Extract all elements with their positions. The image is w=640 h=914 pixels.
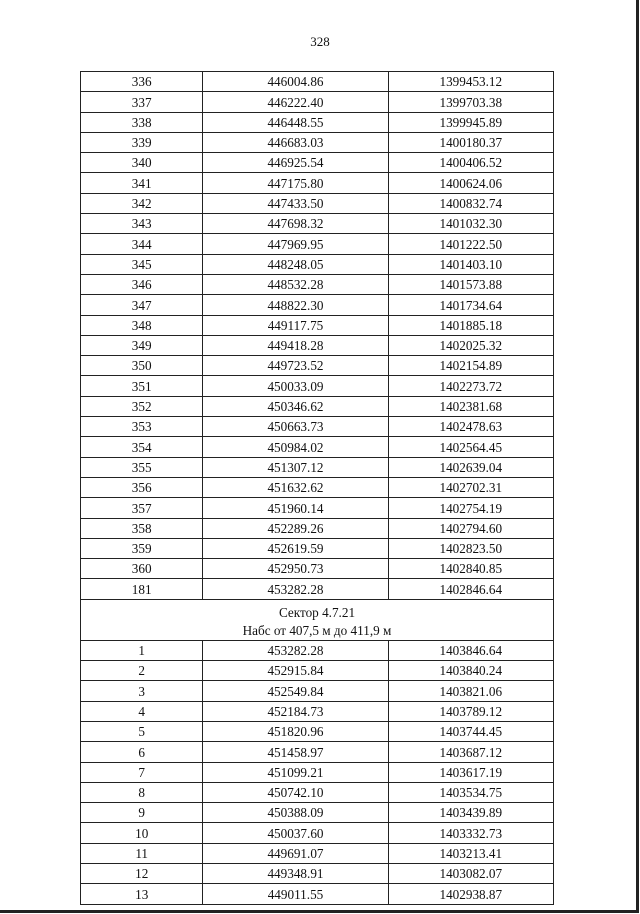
table-row [81, 72, 554, 92]
table-row [81, 173, 554, 193]
table-row [81, 356, 554, 376]
y-coordinate-cell: 1403687.12 [388, 742, 553, 762]
x-coordinate-cell: 447433.50 [203, 193, 388, 213]
point-number-cell: 339 [81, 132, 203, 152]
point-number-cell: 350 [81, 356, 203, 376]
x-coordinate-cell: 449348.91 [203, 863, 388, 883]
point-number-cell: 351 [81, 376, 203, 396]
point-number-cell: 340 [81, 153, 203, 173]
table-row [81, 274, 554, 294]
x-coordinate-cell: 449691.07 [203, 843, 388, 863]
point-number-cell: 355 [81, 457, 203, 477]
y-coordinate-cell: 1401573.88 [388, 274, 553, 294]
point-number-cell: 9 [81, 803, 203, 823]
x-coordinate-cell: 446448.55 [203, 112, 388, 132]
y-coordinate-cell: 1402478.63 [388, 417, 553, 437]
point-number-cell: 343 [81, 214, 203, 234]
x-coordinate-cell: 450346.62 [203, 396, 388, 416]
y-coordinate-cell: 1402381.68 [388, 396, 553, 416]
point-number-cell: 354 [81, 437, 203, 457]
point-number-cell: 3 [81, 681, 203, 701]
x-coordinate-cell: 452619.59 [203, 538, 388, 558]
table-row [81, 112, 554, 132]
table-row [81, 132, 554, 152]
sector-title: Сектор 4.7.21 [278, 604, 356, 620]
table-row [81, 234, 554, 254]
table-body-upper [81, 72, 554, 600]
point-number-cell: 5 [81, 721, 203, 741]
point-number-cell: 344 [81, 234, 203, 254]
y-coordinate-cell: 1403534.75 [388, 782, 553, 802]
point-number-cell: 345 [81, 254, 203, 274]
point-number-cell: 7 [81, 762, 203, 782]
table-row [81, 538, 554, 558]
y-coordinate-cell: 1399453.12 [388, 72, 553, 92]
y-coordinate-cell: 1402639.04 [388, 457, 553, 477]
x-coordinate-cell: 446683.03 [203, 132, 388, 152]
point-number-cell: 12 [81, 863, 203, 883]
table-row [81, 843, 554, 863]
y-coordinate-cell: 1402938.87 [388, 884, 553, 904]
point-number-cell: 356 [81, 477, 203, 497]
x-coordinate-cell: 451458.97 [203, 742, 388, 762]
x-coordinate-cell: 452289.26 [203, 518, 388, 538]
y-coordinate-cell: 1401734.64 [388, 295, 553, 315]
x-coordinate-cell: 449011.55 [203, 884, 388, 904]
point-number-cell: 341 [81, 173, 203, 193]
page-number: 328 [310, 34, 330, 49]
point-number-cell: 353 [81, 417, 203, 437]
x-coordinate-cell: 446222.40 [203, 92, 388, 112]
x-coordinate-cell: 447969.95 [203, 234, 388, 254]
point-number-cell: 13 [81, 884, 203, 904]
y-coordinate-cell: 1402846.64 [388, 579, 553, 599]
sector-cell [81, 599, 554, 640]
x-coordinate-cell: 448822.30 [203, 295, 388, 315]
x-coordinate-cell: 448248.05 [203, 254, 388, 274]
table-body-lower [81, 640, 554, 904]
table-row [81, 498, 554, 518]
y-coordinate-cell: 1399703.38 [388, 92, 553, 112]
y-coordinate-cell: 1401403.10 [388, 254, 553, 274]
y-coordinate-cell: 1400624.06 [388, 173, 553, 193]
y-coordinate-cell: 1403439.89 [388, 803, 553, 823]
point-number-cell: 360 [81, 559, 203, 579]
table-row [81, 762, 554, 782]
x-coordinate-cell: 452549.84 [203, 681, 388, 701]
table-row [81, 153, 554, 173]
x-coordinate-cell: 451307.12 [203, 457, 388, 477]
point-number-cell: 1 [81, 640, 203, 660]
table-row [81, 396, 554, 416]
table-row [81, 721, 554, 741]
y-coordinate-cell: 1402273.72 [388, 376, 553, 396]
x-coordinate-cell: 450742.10 [203, 782, 388, 802]
table-row [81, 803, 554, 823]
x-coordinate-cell: 451632.62 [203, 477, 388, 497]
y-coordinate-cell: 1400180.37 [388, 132, 553, 152]
y-coordinate-cell: 1403846.64 [388, 640, 553, 660]
y-coordinate-cell: 1402754.19 [388, 498, 553, 518]
table-row [81, 701, 554, 721]
x-coordinate-cell: 446925.54 [203, 153, 388, 173]
x-coordinate-cell: 453282.28 [203, 640, 388, 660]
x-coordinate-cell: 451820.96 [203, 721, 388, 741]
table-row [81, 335, 554, 355]
y-coordinate-cell: 1403082.07 [388, 863, 553, 883]
x-coordinate-cell: 450037.60 [203, 823, 388, 843]
x-coordinate-cell: 452915.84 [203, 661, 388, 681]
x-coordinate-cell: 451099.21 [203, 762, 388, 782]
x-coordinate-cell: 447698.32 [203, 214, 388, 234]
y-coordinate-cell: 1401032.30 [388, 214, 553, 234]
y-coordinate-cell: 1400406.52 [388, 153, 553, 173]
table-row [81, 518, 554, 538]
table-row [81, 193, 554, 213]
table-row [81, 884, 554, 904]
y-coordinate-cell: 1402840.85 [388, 559, 553, 579]
y-coordinate-cell: 1402025.32 [388, 335, 553, 355]
table-row [81, 457, 554, 477]
point-number-cell: 338 [81, 112, 203, 132]
y-coordinate-cell: 1402794.60 [388, 518, 553, 538]
y-coordinate-cell: 1399945.89 [388, 112, 553, 132]
table-row [81, 782, 554, 802]
point-number-cell: 346 [81, 274, 203, 294]
table-row [81, 681, 554, 701]
y-coordinate-cell: 1403821.06 [388, 681, 553, 701]
point-number-cell: 11 [81, 843, 203, 863]
y-coordinate-cell: 1403617.19 [388, 762, 553, 782]
table-row [81, 315, 554, 335]
y-coordinate-cell: 1403840.24 [388, 661, 553, 681]
y-coordinate-cell: 1400832.74 [388, 193, 553, 213]
point-number-cell: 10 [81, 823, 203, 843]
sector-subtitle: Набс от 407,5 м до 411,9 м [242, 622, 392, 638]
point-number-cell: 181 [81, 579, 203, 599]
x-coordinate-cell: 447175.80 [203, 173, 388, 193]
x-coordinate-cell: 450984.02 [203, 437, 388, 457]
x-coordinate-cell: 446004.86 [203, 72, 388, 92]
table-row [81, 376, 554, 396]
x-coordinate-cell: 449418.28 [203, 335, 388, 355]
table-row [81, 92, 554, 112]
x-coordinate-cell: 453282.28 [203, 579, 388, 599]
table-row [81, 640, 554, 660]
y-coordinate-cell: 1402564.45 [388, 437, 553, 457]
table-row [81, 579, 554, 599]
point-number-cell: 8 [81, 782, 203, 802]
point-number-cell: 2 [81, 661, 203, 681]
y-coordinate-cell: 1403744.45 [388, 721, 553, 741]
y-coordinate-cell: 1403213.41 [388, 843, 553, 863]
x-coordinate-cell: 448532.28 [203, 274, 388, 294]
y-coordinate-cell: 1403332.73 [388, 823, 553, 843]
sector-header [81, 599, 554, 640]
y-coordinate-cell: 1402154.89 [388, 356, 553, 376]
point-number-cell: 357 [81, 498, 203, 518]
point-number-cell: 347 [81, 295, 203, 315]
table-row [81, 742, 554, 762]
table-row [81, 214, 554, 234]
y-coordinate-cell: 1402823.50 [388, 538, 553, 558]
x-coordinate-cell: 452184.73 [203, 701, 388, 721]
x-coordinate-cell: 451960.14 [203, 498, 388, 518]
table-row [81, 477, 554, 497]
y-coordinate-cell: 1403789.12 [388, 701, 553, 721]
x-coordinate-cell: 452950.73 [203, 559, 388, 579]
table-row [81, 295, 554, 315]
x-coordinate-cell: 450663.73 [203, 417, 388, 437]
x-coordinate-cell: 449117.75 [203, 315, 388, 335]
coordinates-table [80, 71, 554, 905]
x-coordinate-cell: 449723.52 [203, 356, 388, 376]
y-coordinate-cell: 1402702.31 [388, 477, 553, 497]
y-coordinate-cell: 1401222.50 [388, 234, 553, 254]
point-number-cell: 6 [81, 742, 203, 762]
table-row [81, 437, 554, 457]
table-row [81, 823, 554, 843]
table-row [81, 417, 554, 437]
y-coordinate-cell: 1401885.18 [388, 315, 553, 335]
point-number-cell: 358 [81, 518, 203, 538]
point-number-cell: 348 [81, 315, 203, 335]
table-row [81, 661, 554, 681]
point-number-cell: 359 [81, 538, 203, 558]
point-number-cell: 352 [81, 396, 203, 416]
point-number-cell: 337 [81, 92, 203, 112]
point-number-cell: 336 [81, 72, 203, 92]
point-number-cell: 4 [81, 701, 203, 721]
sector-row [81, 599, 554, 640]
table-row [81, 559, 554, 579]
x-coordinate-cell: 450388.09 [203, 803, 388, 823]
x-coordinate-cell: 450033.09 [203, 376, 388, 396]
table-row [81, 254, 554, 274]
point-number-cell: 349 [81, 335, 203, 355]
point-number-cell: 342 [81, 193, 203, 213]
table-row [81, 863, 554, 883]
